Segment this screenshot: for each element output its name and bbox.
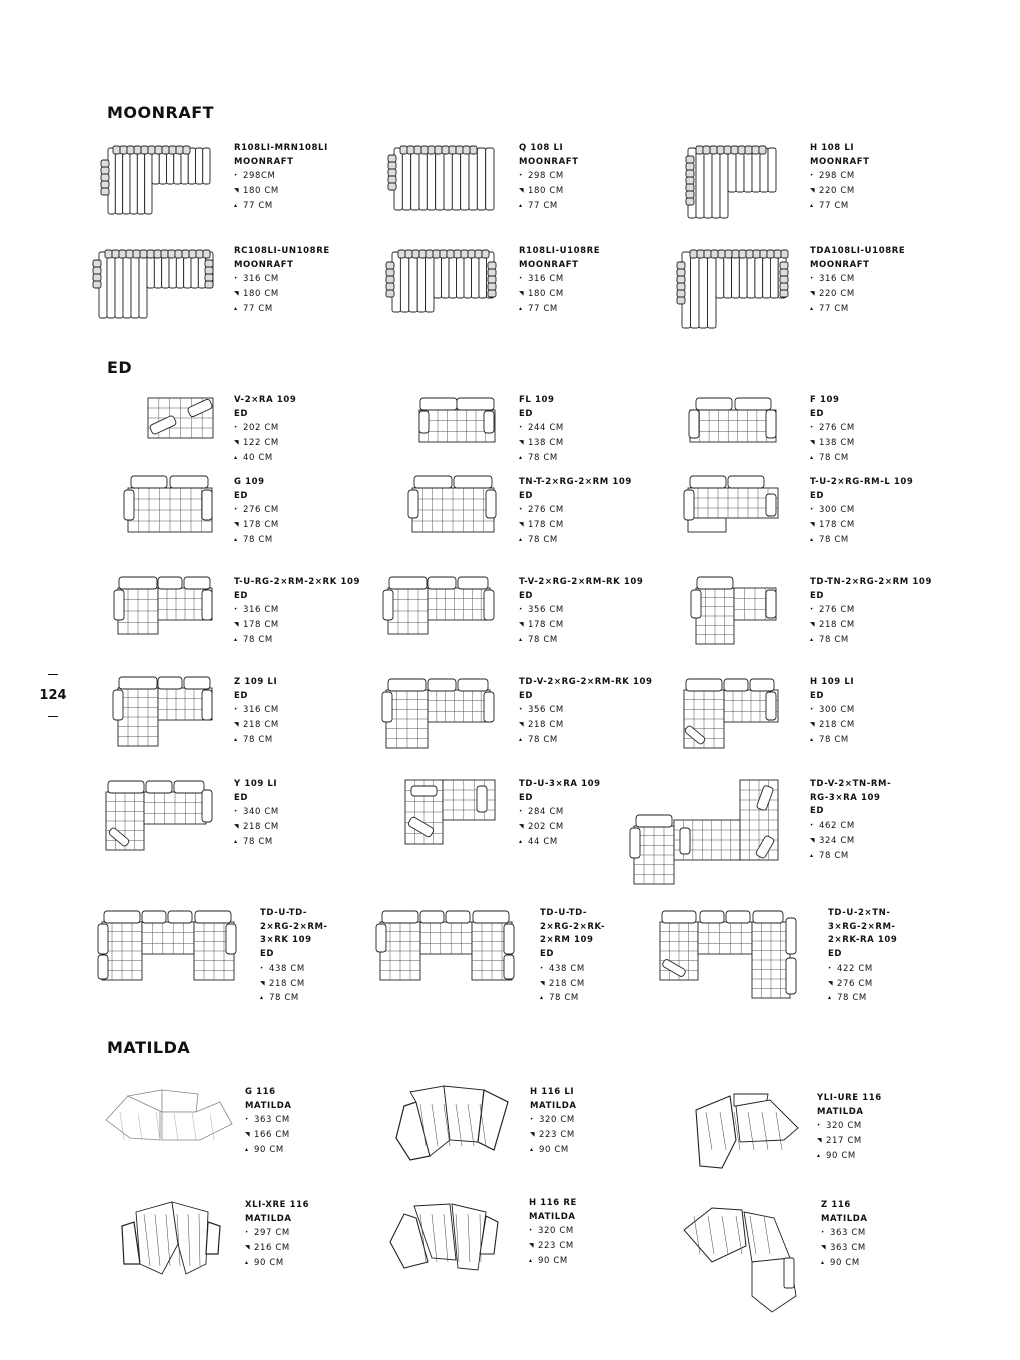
height-value: 78 CM <box>819 534 849 545</box>
depth-arrow-icon: ◥ <box>810 836 816 844</box>
height-value: 78 CM <box>528 534 558 545</box>
depth-value: 223 CM <box>539 1130 575 1141</box>
width-value: 320 CM <box>826 1121 862 1132</box>
collection-name: MOONRAFT <box>519 259 579 270</box>
product-code: G 109 <box>234 477 265 487</box>
depth-value: 178 CM <box>528 620 564 631</box>
width-arrow-icon: ‣ <box>529 1227 534 1235</box>
product-code: TD-U-TD- <box>540 908 588 918</box>
product-code: Q 108 LI <box>519 143 564 153</box>
depth-value: 180 CM <box>528 186 564 197</box>
depth-value: 324 CM <box>819 835 855 846</box>
product-code: T-U-2×RG-RM-L 109 <box>810 477 914 487</box>
height-value: 78 CM <box>528 634 558 645</box>
width-value: 316 CM <box>243 605 279 616</box>
collection-name: MOONRAFT <box>519 156 579 167</box>
height-value: 78 CM <box>549 993 579 1004</box>
depth-value: 220 CM <box>819 289 855 300</box>
width-value: 276 CM <box>243 505 279 516</box>
collection-name: ED <box>234 690 249 701</box>
collection-name: ED <box>519 490 534 501</box>
product-code: T-V-2×RG-2×RM-RK 109 <box>519 577 644 587</box>
depth-value: 166 CM <box>254 1130 290 1141</box>
height-arrow-icon: ▴ <box>519 837 523 845</box>
width-value: 340 CM <box>243 807 279 818</box>
product-code: RG-3×RA 109 <box>810 792 881 803</box>
width-dimension <box>821 1226 868 1241</box>
product-code: H 109 LI <box>810 677 855 687</box>
width-arrow-icon: ‣ <box>519 606 524 614</box>
height-arrow-icon: ▴ <box>828 994 832 1002</box>
product-code: Z 109 LI <box>234 677 278 687</box>
height-arrow-icon: ▴ <box>810 201 814 209</box>
height-value: 90 CM <box>254 1257 284 1268</box>
product-code: T-U-RG-2×RM-2×RK 109 <box>234 577 360 587</box>
width-arrow-icon: ‣ <box>519 506 524 514</box>
height-value: 90 CM <box>538 1255 568 1266</box>
collection-name: MATILDA <box>245 1100 292 1111</box>
height-arrow-icon: ▴ <box>540 994 544 1002</box>
depth-arrow-icon: ◥ <box>245 1131 251 1139</box>
height-arrow-icon: ▴ <box>234 535 238 543</box>
height-arrow-icon: ▴ <box>234 201 238 209</box>
width-value: 438 CM <box>549 963 585 974</box>
collection-name: ED <box>810 408 825 419</box>
width-value: 298CM <box>243 171 276 182</box>
product-code: R108LI-MRN108LI <box>234 143 328 153</box>
depth-value: 218 CM <box>528 720 564 731</box>
height-arrow-icon: ▴ <box>519 453 523 461</box>
depth-arrow-icon: ◥ <box>817 1137 823 1145</box>
width-arrow-icon: ‣ <box>810 424 815 432</box>
width-arrow-icon: ‣ <box>519 172 524 180</box>
height-value: 90 CM <box>254 1144 284 1155</box>
depth-value: 138 CM <box>528 438 564 449</box>
depth-arrow-icon: ◥ <box>519 721 525 729</box>
collection-name: ED <box>540 949 555 960</box>
width-arrow-icon: ‣ <box>234 706 239 714</box>
height-value: 78 CM <box>243 836 273 847</box>
height-arrow-icon: ▴ <box>234 304 238 312</box>
height-value: 78 CM <box>243 634 273 645</box>
section-title-moonraft: MOONRAFT <box>107 103 215 122</box>
height-value: 78 CM <box>819 734 849 745</box>
width-value: 363 CM <box>254 1115 290 1126</box>
width-value: 297 CM <box>254 1228 290 1239</box>
height-value: 77 CM <box>819 303 849 314</box>
depth-dimension <box>821 1241 868 1256</box>
width-value: 284 CM <box>528 807 564 818</box>
width-value: 316 CM <box>243 705 279 716</box>
height-value: 78 CM <box>269 993 299 1004</box>
product-code: FL 109 <box>519 395 555 405</box>
width-arrow-icon: ‣ <box>245 1116 250 1124</box>
height-arrow-icon: ▴ <box>810 304 814 312</box>
depth-arrow-icon: ◥ <box>245 1244 251 1252</box>
height-arrow-icon: ▴ <box>810 735 814 743</box>
width-value: 316 CM <box>819 274 855 285</box>
width-arrow-icon: ‣ <box>234 275 239 283</box>
width-arrow-icon: ‣ <box>245 1229 250 1237</box>
product-code: Z 116 <box>821 1200 851 1210</box>
depth-value: 138 CM <box>819 438 855 449</box>
width-value: 202 CM <box>243 423 279 434</box>
collection-name: MATILDA <box>821 1213 868 1224</box>
depth-arrow-icon: ◥ <box>810 187 816 195</box>
depth-value: 216 CM <box>254 1243 290 1254</box>
height-arrow-icon: ▴ <box>817 1151 821 1159</box>
width-arrow-icon: ‣ <box>519 808 524 816</box>
product-code: H 116 LI <box>530 1087 575 1097</box>
depth-arrow-icon: ◥ <box>810 721 816 729</box>
width-arrow-icon: ‣ <box>817 1122 822 1130</box>
height-arrow-icon: ▴ <box>530 1145 534 1153</box>
width-arrow-icon: ‣ <box>530 1116 535 1124</box>
depth-arrow-icon: ◥ <box>540 979 546 987</box>
collection-name: ED <box>810 590 825 601</box>
width-arrow-icon: ‣ <box>234 808 239 816</box>
width-value: 316 CM <box>243 274 279 285</box>
collection-name: ED <box>810 490 825 501</box>
height-arrow-icon: ▴ <box>519 735 523 743</box>
depth-value: 220 CM <box>819 186 855 197</box>
width-arrow-icon: ‣ <box>234 606 239 614</box>
depth-arrow-icon: ◥ <box>519 621 525 629</box>
depth-value: 180 CM <box>243 186 279 197</box>
depth-arrow-icon: ◥ <box>234 521 240 529</box>
depth-value: 178 CM <box>243 620 279 631</box>
depth-arrow-icon: ◥ <box>821 1244 827 1252</box>
width-value: 320 CM <box>538 1226 574 1237</box>
height-value: 78 CM <box>243 534 273 545</box>
depth-arrow-icon: ◥ <box>530 1131 536 1139</box>
sofa-modules <box>684 1208 796 1312</box>
collection-name: MOONRAFT <box>810 259 870 270</box>
collection-name: ED <box>828 949 843 960</box>
height-arrow-icon: ▴ <box>234 453 238 461</box>
width-arrow-icon: ‣ <box>810 822 815 830</box>
height-dimension <box>821 1256 868 1271</box>
product-code: YLI-URE 116 <box>817 1093 882 1103</box>
depth-arrow-icon: ◥ <box>519 187 525 195</box>
depth-arrow-icon: ◥ <box>519 439 525 447</box>
product-code: 2×RM 109 <box>540 935 594 946</box>
width-value: 356 CM <box>528 705 564 716</box>
width-value: 276 CM <box>528 505 564 516</box>
height-value: 78 CM <box>528 734 558 745</box>
height-value: 77 CM <box>819 200 849 211</box>
depth-value: 218 CM <box>269 978 305 989</box>
collection-name: ED <box>234 792 249 803</box>
product-spec <box>821 1199 868 1271</box>
depth-value: 217 CM <box>826 1136 862 1147</box>
collection-name: ED <box>234 408 249 419</box>
width-arrow-icon: ‣ <box>234 172 239 180</box>
section-title-ed: ED <box>107 358 133 377</box>
depth-value: 218 CM <box>243 822 279 833</box>
height-value: 90 CM <box>539 1144 569 1155</box>
collection-name: ED <box>234 590 249 601</box>
height-arrow-icon: ▴ <box>245 1145 249 1153</box>
depth-value: 218 CM <box>819 620 855 631</box>
depth-arrow-icon: ◥ <box>810 290 816 298</box>
collection-name: ED <box>810 806 825 817</box>
product-code: XLI-XRE 116 <box>245 1200 310 1210</box>
height-value: 78 CM <box>819 634 849 645</box>
collection-name: MATILDA <box>245 1213 292 1224</box>
height-arrow-icon: ▴ <box>821 1258 825 1266</box>
width-arrow-icon: ‣ <box>519 275 524 283</box>
height-arrow-icon: ▴ <box>519 304 523 312</box>
height-arrow-icon: ▴ <box>245 1258 249 1266</box>
product-code: H 116 RE <box>529 1198 577 1208</box>
width-value: 244 CM <box>528 423 564 434</box>
width-value: 300 CM <box>819 705 855 716</box>
width-value: 276 CM <box>819 423 855 434</box>
product-code: R108LI-U108RE <box>519 246 601 256</box>
collection-name: ED <box>260 949 275 960</box>
collection-name: MOONRAFT <box>234 259 294 270</box>
width-arrow-icon: ‣ <box>810 706 815 714</box>
width-arrow-icon: ‣ <box>234 506 239 514</box>
height-value: 40 CM <box>243 452 273 463</box>
height-value: 78 CM <box>819 452 849 463</box>
width-arrow-icon: ‣ <box>234 424 239 432</box>
depth-arrow-icon: ◥ <box>234 823 240 831</box>
depth-arrow-icon: ◥ <box>529 1242 535 1250</box>
product-code: 2×RG-2×RK- <box>540 921 606 932</box>
height-value: 77 CM <box>243 303 273 314</box>
depth-value: 180 CM <box>243 289 279 300</box>
collection-name: ED <box>234 490 249 501</box>
depth-arrow-icon: ◥ <box>810 439 816 447</box>
depth-arrow-icon: ◥ <box>519 521 525 529</box>
collection-name: ED <box>519 690 534 701</box>
height-arrow-icon: ▴ <box>234 837 238 845</box>
product-code: 3×RG-2×RM- <box>828 921 896 932</box>
width-arrow-icon: ‣ <box>810 506 815 514</box>
height-value: 78 CM <box>528 452 558 463</box>
product-code: 2×RG-2×RM- <box>260 921 328 932</box>
depth-arrow-icon: ◥ <box>810 521 816 529</box>
height-arrow-icon: ▴ <box>529 1256 533 1264</box>
collection-name: MATILDA <box>817 1106 864 1117</box>
height-arrow-icon: ▴ <box>810 635 814 643</box>
collection-name: ED <box>519 792 534 803</box>
height-value: 44 CM <box>528 836 558 847</box>
product-code: V-2×RA 109 <box>234 395 297 405</box>
height-arrow-icon: ▴ <box>234 735 238 743</box>
depth-arrow-icon: ◥ <box>260 979 266 987</box>
width-arrow-icon: ‣ <box>810 275 815 283</box>
depth-arrow-icon: ◥ <box>234 187 240 195</box>
product-code: RC108LI-UN108RE <box>234 246 330 256</box>
depth-value: 223 CM <box>538 1241 574 1252</box>
product-code: 2×RK-RA 109 <box>828 935 898 946</box>
width-value: 298 CM <box>528 171 564 182</box>
height-arrow-icon: ▴ <box>519 201 523 209</box>
height-value: 78 CM <box>819 850 849 861</box>
height-value: 77 CM <box>528 200 558 211</box>
width-value: 316 CM <box>528 274 564 285</box>
width-arrow-icon: ‣ <box>540 964 545 972</box>
collection-name: MATILDA <box>530 1100 577 1111</box>
product-code: TD-U-2×TN- <box>828 908 891 918</box>
depth-arrow-icon: ◥ <box>234 621 240 629</box>
product-code: TN-T-2×RG-2×RM 109 <box>519 477 632 487</box>
depth-value: 202 CM <box>528 822 564 833</box>
collection-name: MOONRAFT <box>810 156 870 167</box>
collection-name: ED <box>519 590 534 601</box>
product-code: TD-U-TD- <box>260 908 308 918</box>
product-code: F 109 <box>810 395 840 405</box>
width-arrow-icon: ‣ <box>828 964 833 972</box>
width-arrow-icon: ‣ <box>519 706 524 714</box>
page-number-text: 124 <box>39 688 67 703</box>
width-value: 298 CM <box>819 171 855 182</box>
width-value: 422 CM <box>837 963 873 974</box>
depth-arrow-icon: ◥ <box>234 439 240 447</box>
product-code: 3×RK 109 <box>260 935 312 946</box>
depth-value: 363 CM <box>830 1243 866 1254</box>
product-code: TDA108LI-U108RE <box>810 246 906 256</box>
depth-arrow-icon: ◥ <box>234 721 240 729</box>
width-arrow-icon: ‣ <box>821 1229 826 1237</box>
width-value: 356 CM <box>528 605 564 616</box>
height-value: 90 CM <box>830 1257 860 1268</box>
collection-name: ED <box>519 408 534 419</box>
depth-arrow-icon: ◥ <box>519 823 525 831</box>
width-value: 276 CM <box>819 605 855 616</box>
depth-value: 178 CM <box>243 520 279 531</box>
depth-value: 218 CM <box>549 978 585 989</box>
width-arrow-icon: ‣ <box>810 606 815 614</box>
depth-value: 218 CM <box>819 720 855 731</box>
product-code: G 116 <box>245 1087 276 1097</box>
height-value: 78 CM <box>243 734 273 745</box>
width-value: 363 CM <box>830 1228 866 1239</box>
height-arrow-icon: ▴ <box>234 635 238 643</box>
width-value: 300 CM <box>819 505 855 516</box>
height-value: 77 CM <box>243 200 273 211</box>
height-value: 90 CM <box>826 1150 856 1161</box>
depth-value: 218 CM <box>243 720 279 731</box>
collection-name: ED <box>810 690 825 701</box>
height-value: 77 CM <box>528 303 558 314</box>
height-arrow-icon: ▴ <box>519 635 523 643</box>
height-arrow-icon: ▴ <box>519 535 523 543</box>
product-code: TD-V-2×RG-2×RM-RK 109 <box>519 677 653 687</box>
collection-name: MOONRAFT <box>234 156 294 167</box>
product-code: H 108 LI <box>810 143 855 153</box>
height-arrow-icon: ▴ <box>810 453 814 461</box>
width-value: 462 CM <box>819 821 855 832</box>
width-arrow-icon: ‣ <box>519 424 524 432</box>
product-code: TD-U-3×RA 109 <box>519 779 601 789</box>
depth-value: 178 CM <box>819 520 855 531</box>
depth-arrow-icon: ◥ <box>519 290 525 298</box>
height-arrow-icon: ▴ <box>810 535 814 543</box>
product-code: TD-V-2×TN-RM- <box>810 779 892 789</box>
depth-value: 122 CM <box>243 438 279 449</box>
width-value: 320 CM <box>539 1115 575 1126</box>
width-arrow-icon: ‣ <box>260 964 265 972</box>
product-code: Y 109 LI <box>234 779 278 789</box>
collection-name: MATILDA <box>529 1211 576 1222</box>
depth-value: 276 CM <box>837 978 873 989</box>
depth-arrow-icon: ◥ <box>810 621 816 629</box>
height-arrow-icon: ▴ <box>260 994 264 1002</box>
depth-arrow-icon: ◥ <box>234 290 240 298</box>
width-value: 438 CM <box>269 963 305 974</box>
section-title-matilda: MATILDA <box>107 1038 191 1057</box>
height-value: 78 CM <box>837 993 867 1004</box>
height-arrow-icon: ▴ <box>810 851 814 859</box>
depth-value: 180 CM <box>528 289 564 300</box>
depth-value: 178 CM <box>528 520 564 531</box>
width-arrow-icon: ‣ <box>810 172 815 180</box>
depth-arrow-icon: ◥ <box>828 979 834 987</box>
product-code: TD-TN-2×RG-2×RM 109 <box>810 577 932 587</box>
